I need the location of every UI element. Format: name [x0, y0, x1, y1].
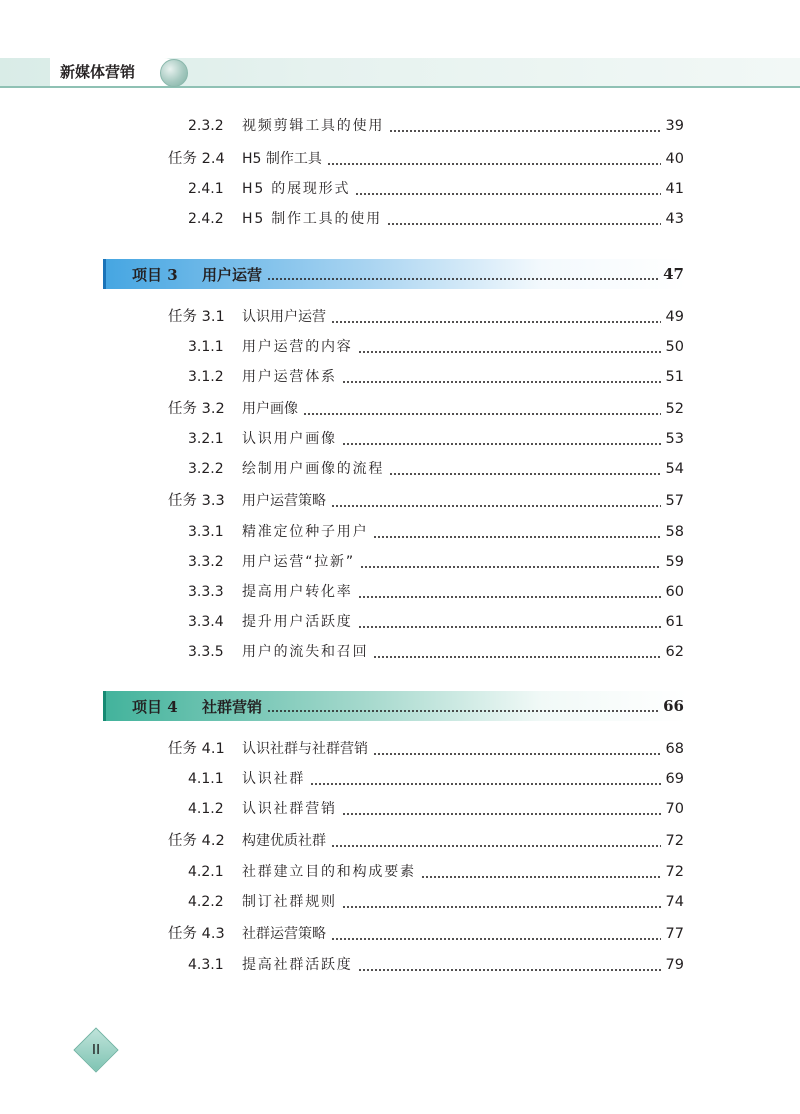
toc-entry-page: 52: [665, 401, 684, 417]
toc-entry-page: 62: [665, 644, 684, 660]
dot-leader: [267, 259, 658, 289]
toc-entry-page: 50: [665, 339, 684, 355]
project-4-heading[interactable]: [132, 691, 684, 721]
toc-entry-title: 认识用户画像: [242, 431, 337, 447]
toc-entry[interactable]: [168, 489, 684, 513]
dot-leader: [421, 860, 661, 884]
project-page: 47: [663, 265, 684, 283]
toc-entry-title: 用户运营“拉新”: [242, 554, 355, 570]
dot-leader: [331, 305, 661, 329]
toc-entry-page: 51: [665, 369, 684, 385]
toc-entry-title: 社群运营策略: [242, 926, 326, 942]
toc-entry[interactable]: [168, 305, 684, 329]
toc-entry-page: 39: [665, 118, 684, 134]
toc-entry-page: 43: [665, 211, 684, 227]
header-rule: [0, 86, 800, 88]
toc-entry-number: 2.4.2: [188, 211, 224, 227]
toc-entry[interactable]: [188, 177, 684, 201]
toc-entry-number: 3.3.1: [188, 524, 224, 540]
dot-leader: [389, 457, 660, 481]
toc-entry-number: 任务 4.2: [168, 833, 225, 849]
dot-leader: [267, 691, 658, 721]
toc-entry-page: 60: [665, 584, 684, 600]
dot-leader: [373, 737, 661, 761]
toc-entry[interactable]: [188, 767, 684, 791]
toc-entry-title: 认识社群与社群营销: [242, 741, 368, 757]
dot-leader: [373, 520, 660, 544]
toc-entry-title: 构建优质社群: [242, 833, 326, 849]
book-title: 新媒体营销: [60, 63, 136, 81]
toc-entry-page: 57: [665, 493, 684, 509]
toc-entry-page: 40: [665, 151, 684, 167]
dot-leader: [358, 953, 661, 977]
dot-leader: [310, 767, 660, 791]
toc-entry-number: 3.3.2: [188, 554, 224, 570]
toc-entry-page: 74: [665, 894, 684, 910]
toc-entry-page: 79: [665, 957, 684, 973]
dot-leader: [303, 397, 661, 421]
header-circle-ornament: [160, 59, 188, 87]
toc-entry-number: 2.4.1: [188, 181, 224, 197]
toc-entry-title: H5 的展现形式: [242, 181, 351, 197]
dot-leader: [358, 335, 661, 359]
toc-entry[interactable]: [188, 580, 684, 604]
project-3-heading[interactable]: [132, 259, 684, 289]
toc-entry-number: 3.3.3: [188, 584, 224, 600]
dot-leader: [342, 890, 661, 914]
dot-leader: [342, 427, 661, 451]
toc-entry-number: 2.3.2: [188, 118, 224, 134]
toc-entry-title: 提高社群活跃度: [242, 957, 353, 973]
toc-entry-page: 53: [665, 431, 684, 447]
dot-leader: [342, 797, 661, 821]
toc-entry[interactable]: [188, 114, 684, 138]
toc-entry[interactable]: [168, 147, 684, 171]
toc-entry-number: 3.3.4: [188, 614, 224, 630]
toc-entry-title: 精准定位种子用户: [242, 524, 369, 540]
toc-entry-title: H5 制作工具的使用: [242, 211, 382, 227]
toc-entry-page: 49: [665, 309, 684, 325]
toc-entry-page: 72: [665, 864, 684, 880]
toc-entry-page: 54: [665, 461, 684, 477]
project-title: 用户运营: [202, 265, 263, 284]
toc-entry-number: 4.3.1: [188, 957, 224, 973]
dot-leader: [373, 640, 660, 664]
toc-entry-title: 用户运营体系: [242, 369, 337, 385]
toc-entry[interactable]: [188, 953, 684, 977]
dot-leader: [331, 489, 661, 513]
toc-entry-page: 41: [665, 181, 684, 197]
toc-entry-page: 58: [665, 524, 684, 540]
toc-entry-number: 3.2.1: [188, 431, 224, 447]
toc-entry[interactable]: [188, 335, 684, 359]
toc-entry-title: 用户画像: [242, 401, 298, 417]
toc-entry[interactable]: [188, 610, 684, 634]
toc-entry-page: 69: [665, 771, 684, 787]
dot-leader: [331, 922, 661, 946]
page-number: II: [91, 1041, 101, 1058]
toc-entry[interactable]: [188, 427, 684, 451]
dot-leader: [387, 207, 661, 231]
toc-entry-number: 任务 4.3: [168, 926, 225, 942]
toc-entry-page: 72: [665, 833, 684, 849]
dot-leader: [360, 550, 661, 574]
toc-entry[interactable]: [188, 520, 684, 544]
toc-entry-page: 68: [665, 741, 684, 757]
toc-entry-number: 3.3.5: [188, 644, 224, 660]
toc-entry-title: 社群建立目的和构成要素: [242, 864, 416, 880]
toc-entry-number: 3.1.1: [188, 339, 224, 355]
toc-entry-number: 任务 3.1: [168, 309, 225, 325]
project-number: 项目 3: [132, 265, 178, 284]
toc-entry[interactable]: [188, 640, 684, 664]
dot-leader: [355, 177, 660, 201]
toc-entry-title: 用户运营的内容: [242, 339, 353, 355]
toc-entry-title: H5 制作工具: [242, 151, 322, 167]
toc-entry[interactable]: [168, 829, 684, 853]
toc-entry[interactable]: [168, 737, 684, 761]
toc-entry-title: 绘制用户画像的流程: [242, 461, 385, 477]
toc-entry[interactable]: [168, 397, 684, 421]
toc-entry-title: 视频剪辑工具的使用: [242, 118, 385, 134]
toc-entry[interactable]: [188, 457, 684, 481]
toc-entry-number: 任务 4.1: [168, 741, 225, 757]
toc-entry-number: 任务 3.3: [168, 493, 225, 509]
project-number: 项目 4: [132, 697, 178, 716]
toc-entry-title: 用户的流失和召回: [242, 644, 369, 660]
toc-entry-number: 4.1.2: [188, 801, 224, 817]
toc-entry-title: 认识用户运营: [242, 309, 326, 325]
toc-entry-title: 用户运营策略: [242, 493, 326, 509]
toc-entry-number: 4.2.2: [188, 894, 224, 910]
toc-entry-title: 制订社群规则: [242, 894, 337, 910]
project-page: 66: [663, 697, 684, 715]
toc-entry-page: 77: [665, 926, 684, 942]
toc-entry-title: 认识社群: [242, 771, 306, 787]
toc-entry-number: 4.2.1: [188, 864, 224, 880]
toc-entry-title: 提升用户活跃度: [242, 614, 353, 630]
toc-entry-title: 提高用户转化率: [242, 584, 353, 600]
toc-entry-number: 4.1.1: [188, 771, 224, 787]
toc-entry-page: 61: [665, 614, 684, 630]
toc-entry-title: 认识社群营销: [242, 801, 337, 817]
toc-entry[interactable]: [188, 365, 684, 389]
toc-entry[interactable]: [188, 860, 684, 884]
dot-leader: [342, 365, 661, 389]
dot-leader: [331, 829, 661, 853]
toc-entry-number: 3.2.2: [188, 461, 224, 477]
toc-entry-number: 任务 2.4: [168, 151, 225, 167]
dot-leader: [389, 114, 660, 138]
toc-entry-number: 任务 3.2: [168, 401, 225, 417]
toc-entry[interactable]: [168, 922, 684, 946]
toc-entry[interactable]: [188, 797, 684, 821]
toc-entry-page: 70: [665, 801, 684, 817]
project-title: 社群营销: [202, 697, 263, 716]
dot-leader: [358, 610, 661, 634]
toc-entry[interactable]: [188, 550, 684, 574]
dot-leader: [327, 147, 661, 171]
toc-entry-number: 3.1.2: [188, 369, 224, 385]
dot-leader: [358, 580, 661, 604]
toc-entry-page: 59: [665, 554, 684, 570]
toc-entry[interactable]: [188, 207, 684, 231]
toc-entry[interactable]: [188, 890, 684, 914]
